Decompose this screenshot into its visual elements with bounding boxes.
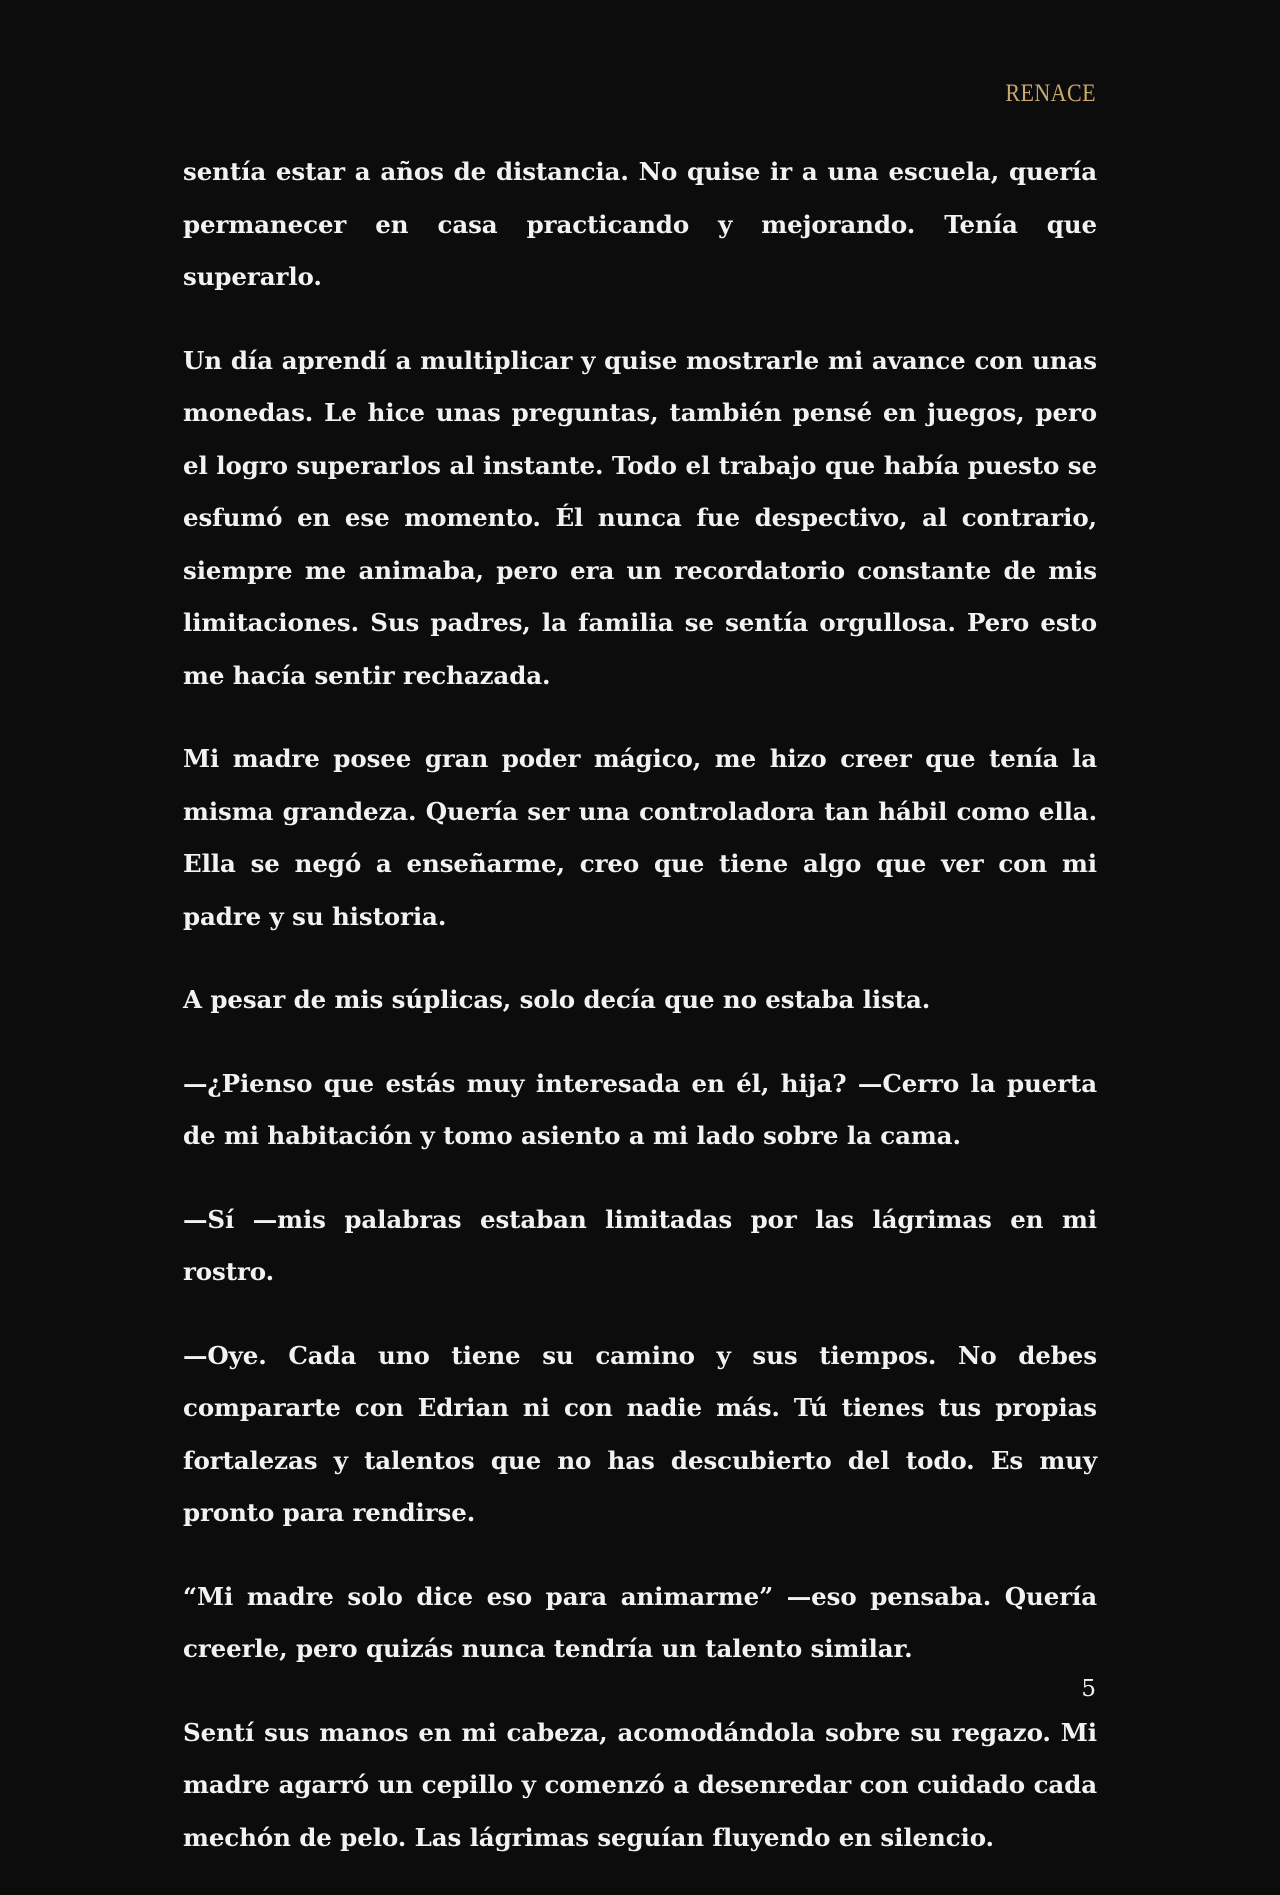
body-text [183, 146, 1097, 1895]
paragraph: sentía estar a años de distancia. No quise ir a una escuela, quería permanecer en casa practicando y mejorando. Tenía que superarlo. [183, 157, 1097, 291]
paragraph: —¿Pienso que estás muy interesada en él, hija? —Cerro la puerta de mi habitación y tomo asiento a mi lado sobre la cama. [183, 1068, 1097, 1150]
paragraph: Sentí sus manos en mi cabeza, acomodándola sobre su regazo. Mi madre agarró un cepillo y comenzó a desenredar con cuidado cada mechón de pelo. Las lágrimas seguían fluyendo en silencio. [183, 1717, 1097, 1852]
paragraph: —Sí —mis palabras estaban limitadas por las lágrimas en mi rostro. [183, 1204, 1097, 1286]
paragraph: “Mi madre solo dice eso para animarme” —eso pensaba. Quería creerle, pero quizás nunca tendría un talento similar. [183, 1581, 1097, 1663]
paragraph: —Oye. Cada uno tiene su camino y sus tiempos. No debes compararte con Edrian ni con nadie más. Tú tienes tus propias fortalezas y talentos que no has descubierto del todo. Es muy pronto para rendirse. [183, 1340, 1097, 1527]
paragraph: Mi madre posee gran poder mágico, me hizo creer que tenía la misma grandeza. Quería ser una controladora tan hábil como ella. Ella se negó a enseñarme, creo que tiene algo que ver con mi padre y su historia. [183, 744, 1097, 931]
paragraph: Un día aprendí a multiplicar y quise mostrarle mi avance con unas monedas. Le hice unas preguntas, también pensé en juegos, pero el logro superarlos al instante. Todo el trabajo que había puesto se esfumó en ese momento. Él nunca fue despectivo, al contrario, siempre me animaba, pero era un recordatorio constante de mis limitaciones. Sus padres, la familia se sentía orgullosa. Pero esto me hacía sentir rechazada. [183, 345, 1097, 690]
running-header-title: RENACE [1005, 80, 1096, 107]
page-number: 5 [1081, 1676, 1096, 1702]
paragraph: A pesar de mis súplicas, solo decía que no estaba lista. [183, 985, 931, 1014]
